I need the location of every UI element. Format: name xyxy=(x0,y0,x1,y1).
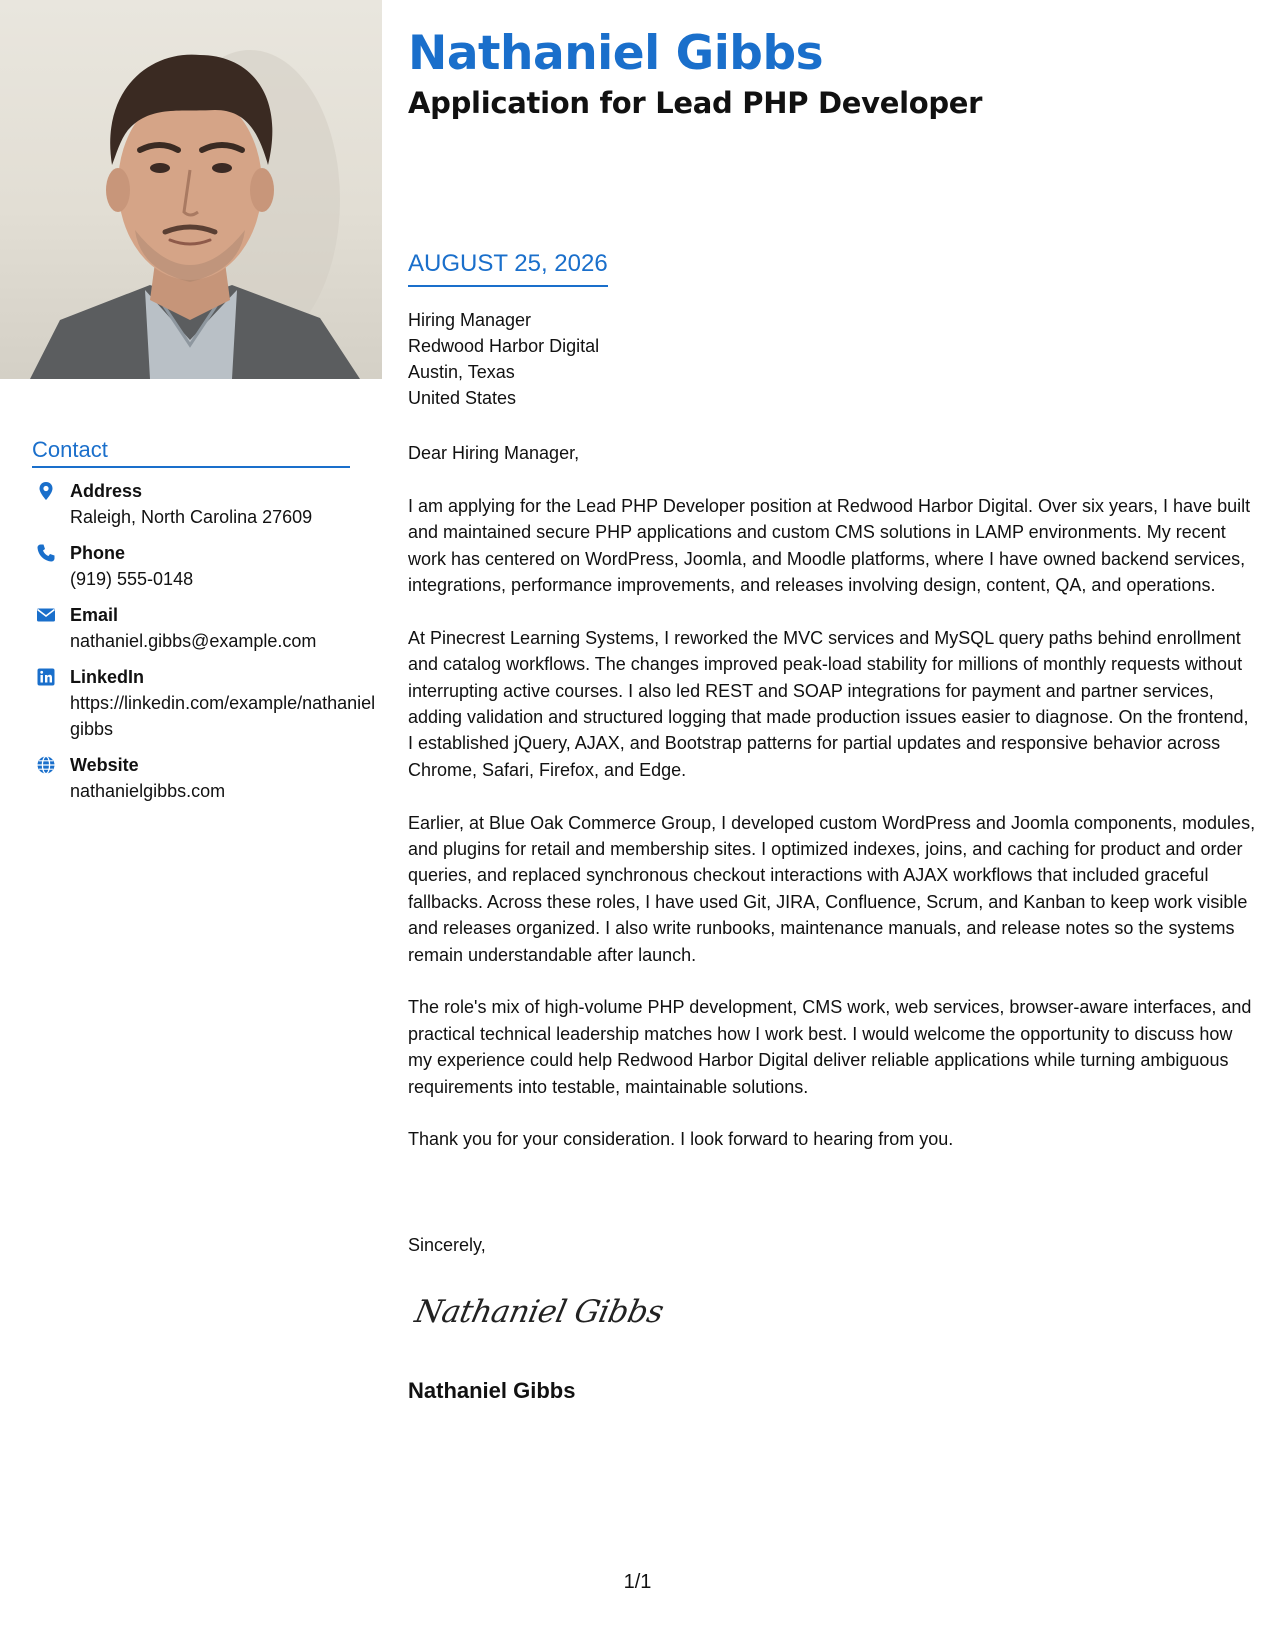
letter-paragraph: Thank you for your consideration. I look forward to hearing from you. xyxy=(408,1129,954,1150)
letter-paragraph: At Pinecrest Learning Systems, I reworked the MVC services and MySQL query paths behind enrollment and catalog workflows. The changes improved peak-load stability for millions of monthly requests without interrupting active courses. I also led REST and SOAP integrations for payment and partner services, adding validation and structured logging that made production issues easier to diagnose. On the frontend, I established jQuery, AJAX, and Bootstrap patterns for partial updates and responsive behavior across Chrome, Safari, Firefox, and Edge. xyxy=(408,627,1249,780)
page-number: 1/1 xyxy=(623,1571,652,1593)
location-pin-icon xyxy=(36,481,56,501)
letter-paragraph: Earlier, at Blue Oak Commerce Group, I developed custom WordPress and Joomla components, modules, and plugins for retail and membership sites. I optimized indexes, joins, and caching for product and order queries, and replaced synchronous checkout interactions with AJAX workflows that included graceful fallbacks. Across these roles, I have used Git, JIRA, Confluence, Scrum, and Kanban to keep work visible and releases organized. I also write runbooks, maintenance manuals, and release notes so the systems remain understandable after launch. xyxy=(408,812,1256,965)
contact-value: Raleigh, North Carolina 27609 xyxy=(70,507,313,527)
recipient-line: Austin, Texas xyxy=(408,362,515,382)
contact-value[interactable]: nathanielgibbs.com xyxy=(70,781,226,801)
letter-paragraph: I am applying for the Lead PHP Developer position at Redwood Harbor Digital. Over six years, I have built and maintained secure PHP applications and custom CMS solutions in LAMP environments. My recent work has centered on WordPress, Joomla, and Moodle platforms, where I have owned backend services, integrations, performance improvements, and releases involving design, content, QA, and operations. xyxy=(408,495,1251,596)
linkedin-icon xyxy=(36,667,56,687)
contact-heading: Contact xyxy=(32,435,350,468)
contact-label: Phone xyxy=(70,543,126,563)
contact-value: (919) 555-0148 xyxy=(70,569,194,589)
recipient-block xyxy=(408,307,599,411)
closing: Sincerely, xyxy=(408,1235,486,1255)
letter-body xyxy=(408,440,1256,1179)
greeting: Dear Hiring Manager, xyxy=(408,443,580,463)
recipient-line: Redwood Harbor Digital xyxy=(408,336,600,356)
svg-text:Nathaniel Gibbs: Nathaniel Gibbs xyxy=(411,1294,667,1330)
recipient-line: Hiring Manager xyxy=(408,310,532,330)
profile-photo xyxy=(0,0,382,379)
globe-icon xyxy=(36,755,56,775)
envelope-icon xyxy=(36,605,56,625)
signed-name: Nathaniel Gibbs xyxy=(408,1378,576,1403)
letter-date: AUGUST 25, 2026 xyxy=(408,248,608,287)
phone-icon xyxy=(36,543,56,563)
contact-value[interactable]: nathaniel.gibbs@example.com xyxy=(70,631,317,651)
letter-paragraph: The role's mix of high-volume PHP development, CMS work, web services, browser-aware interfaces, and practical technical leadership matches how I work best. I would welcome the opportunity to discuss how my experience could help Redwood Harbor Digital deliver reliable applications while turning ambiguous requirements into testable, maintainable solutions. xyxy=(408,997,1252,1097)
contact-label: Email xyxy=(70,605,119,625)
application-title: Application for Lead PHP Developer xyxy=(408,86,983,120)
applicant-name: Nathaniel Gibbs xyxy=(408,26,824,81)
handwritten-signature xyxy=(410,1282,670,1342)
contact-label: LinkedIn xyxy=(70,667,145,687)
contact-label: Address xyxy=(70,481,143,501)
contact-label: Website xyxy=(70,755,139,775)
recipient-line: United States xyxy=(408,388,517,408)
contact-value[interactable]: https://linkedin.com/example/nathanielgibbs xyxy=(70,693,376,739)
